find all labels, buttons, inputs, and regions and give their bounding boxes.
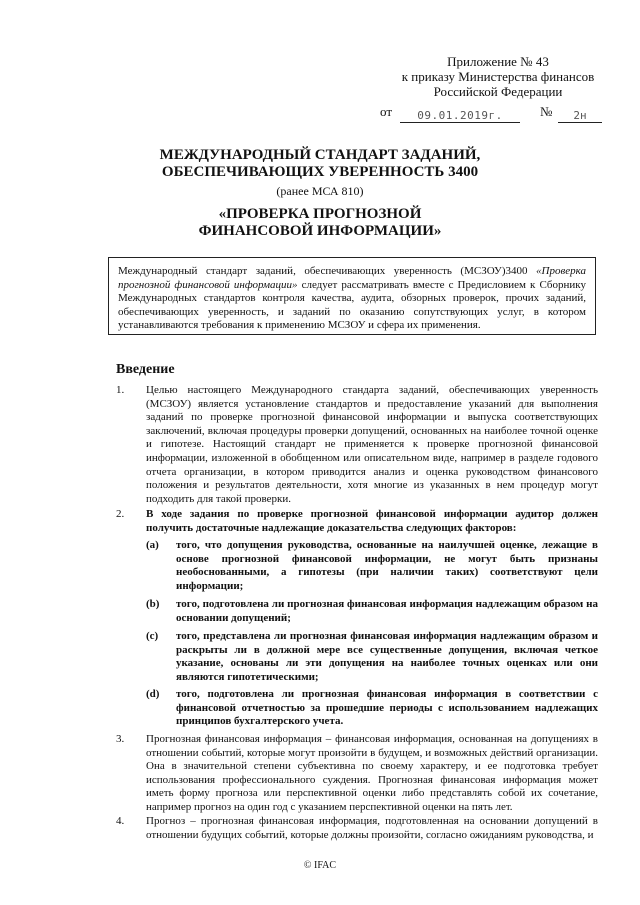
subitem-label: (b) <box>146 598 160 610</box>
standard-title-line2: ОБЕСПЕЧИВАЮЩИХ УВЕРЕННОСТЬ 3400 <box>161 164 479 180</box>
subitem-text: того, что допущения руководства, основанные на наилучшей оценке, лежащие в основе прогнозной финансовой информации, не могут быть признаны необоснованными, а гипотезы (при наличии таких) соответствуют цели информации; <box>176 539 598 592</box>
subitem-text: того, подготовлена ли прогнозная финансовая информация надлежащим образом на основании допущений; <box>176 598 598 624</box>
standard-subtitle-line2: ФИНАНСОВОЙ ИНФОРМАЦИИ» <box>198 223 442 239</box>
preface-text-italic: «Проверка прогнозной финансовой информации» <box>118 265 586 291</box>
formerly-label: (ранее МСА 810) <box>276 184 364 198</box>
annex-header <box>368 54 628 99</box>
preface-text-start: Международный стандарт заданий, обеспечивающих уверенность (МСЗОУ)3400 <box>118 265 537 277</box>
preface-note-box <box>108 257 596 335</box>
order-number: 2н <box>558 109 602 123</box>
paragraph-text: Целью настоящего Международного стандарта заданий, обеспечивающих уверенность (МСЗОУ) является установление стандартов и предоставление указаний для выполнения заданий по проверке прогнозной финансовой информации и выпуска соответствующих заключений, включая процедуры проверки допущений, основанных на наиболее точной оценке и гипотезе. Настоящий стандарт не применяется к проверке прогнозной финансовой информации, изложенной в обобщенном или описательном виде, например в разделе годового отчета организации, в котором приводится анализ и оценка руководством финансового положения и результатов деятельности, хотя многие из указанных в нем процедур могут подходить для такой проверки. <box>146 384 598 505</box>
annex-ministry-line: Российской Федерации <box>433 84 563 99</box>
paragraph-text: В ходе задания по проверке прогнозной финансовой информации аудитор должен получить достаточные надлежащие доказательства следующих факторов: <box>146 508 598 534</box>
paragraph-number: 2. <box>116 508 125 520</box>
paragraph-number: 4. <box>116 815 125 827</box>
number-label: № <box>540 104 553 119</box>
subitem-label: (c) <box>146 630 159 642</box>
standard-subtitle-line1: «ПРОВЕРКА ПРОГНОЗНОЙ <box>218 206 422 222</box>
order-date: 09.01.2019г. <box>400 109 520 123</box>
subitem-label: (d) <box>146 688 160 700</box>
from-label: от <box>380 104 393 119</box>
order-date-number <box>380 104 630 124</box>
standard-subtitle <box>120 206 520 240</box>
paragraph-text: Прогноз – прогнозная финансовая информация, подготовленная на основании допущений в отношении будущих событий, которые должны произойти, согласно ожиданиям руководства, и <box>146 815 598 841</box>
subitem-label: (a) <box>146 539 159 551</box>
subitem-text: того, подготовлена ли прогнозная финансовая информация в соответствии с финансовой отчетностью за прошедшие периоды с использованием надлежащих принципов бухгалтерского учета. <box>176 688 598 728</box>
paragraph-text: Прогнозная финансовая информация – финансовая информация, основанная на допущениях в отношении событий, которые могут произойти в будущем, и возможных действий организации. Она в значительной степени субъективна по своему характеру, и ее подготовка требует использования профессионального суждения. Прогнозная финансовая информация может иметь форму прогноза или перспективной оценки либо представлять собой их сочетание, например прогноз на один год с указанием перспективной оценки на пять лет. <box>146 733 598 813</box>
standard-title <box>120 147 520 181</box>
section-heading: Введение <box>116 362 175 377</box>
paragraph-number: 3. <box>116 733 125 745</box>
annex-order-line: к приказу Министерства финансов <box>401 69 595 84</box>
annex-title: Приложение № 43 <box>447 54 549 69</box>
copyright-footer: © IFAC <box>303 860 337 871</box>
paragraph-number: 1. <box>116 384 125 396</box>
subitem-text: того, представлена ли прогнозная финансовая информация надлежащим образом и раскрыты ли в должной мере все существенные допущения, включая четкое указание, основаны ли эти допущения на наиболее точных оценках или они являются гипотетическими; <box>176 630 598 683</box>
preface-text-end: следует рассматривать вместе с Предисловием к Сборнику Международных стандартов контроля качества, аудита, обзорных проверок, прочих заданий, обеспечивающих уверенность, и заданий по оказанию сопутствующих услуг, в котором устанавливаются требования к применению МСЗОУ и сфера их применения. <box>118 278 586 331</box>
standard-title-line1: МЕЖДУНАРОДНЫЙ СТАНДАРТ ЗАДАНИЙ, <box>159 147 481 163</box>
